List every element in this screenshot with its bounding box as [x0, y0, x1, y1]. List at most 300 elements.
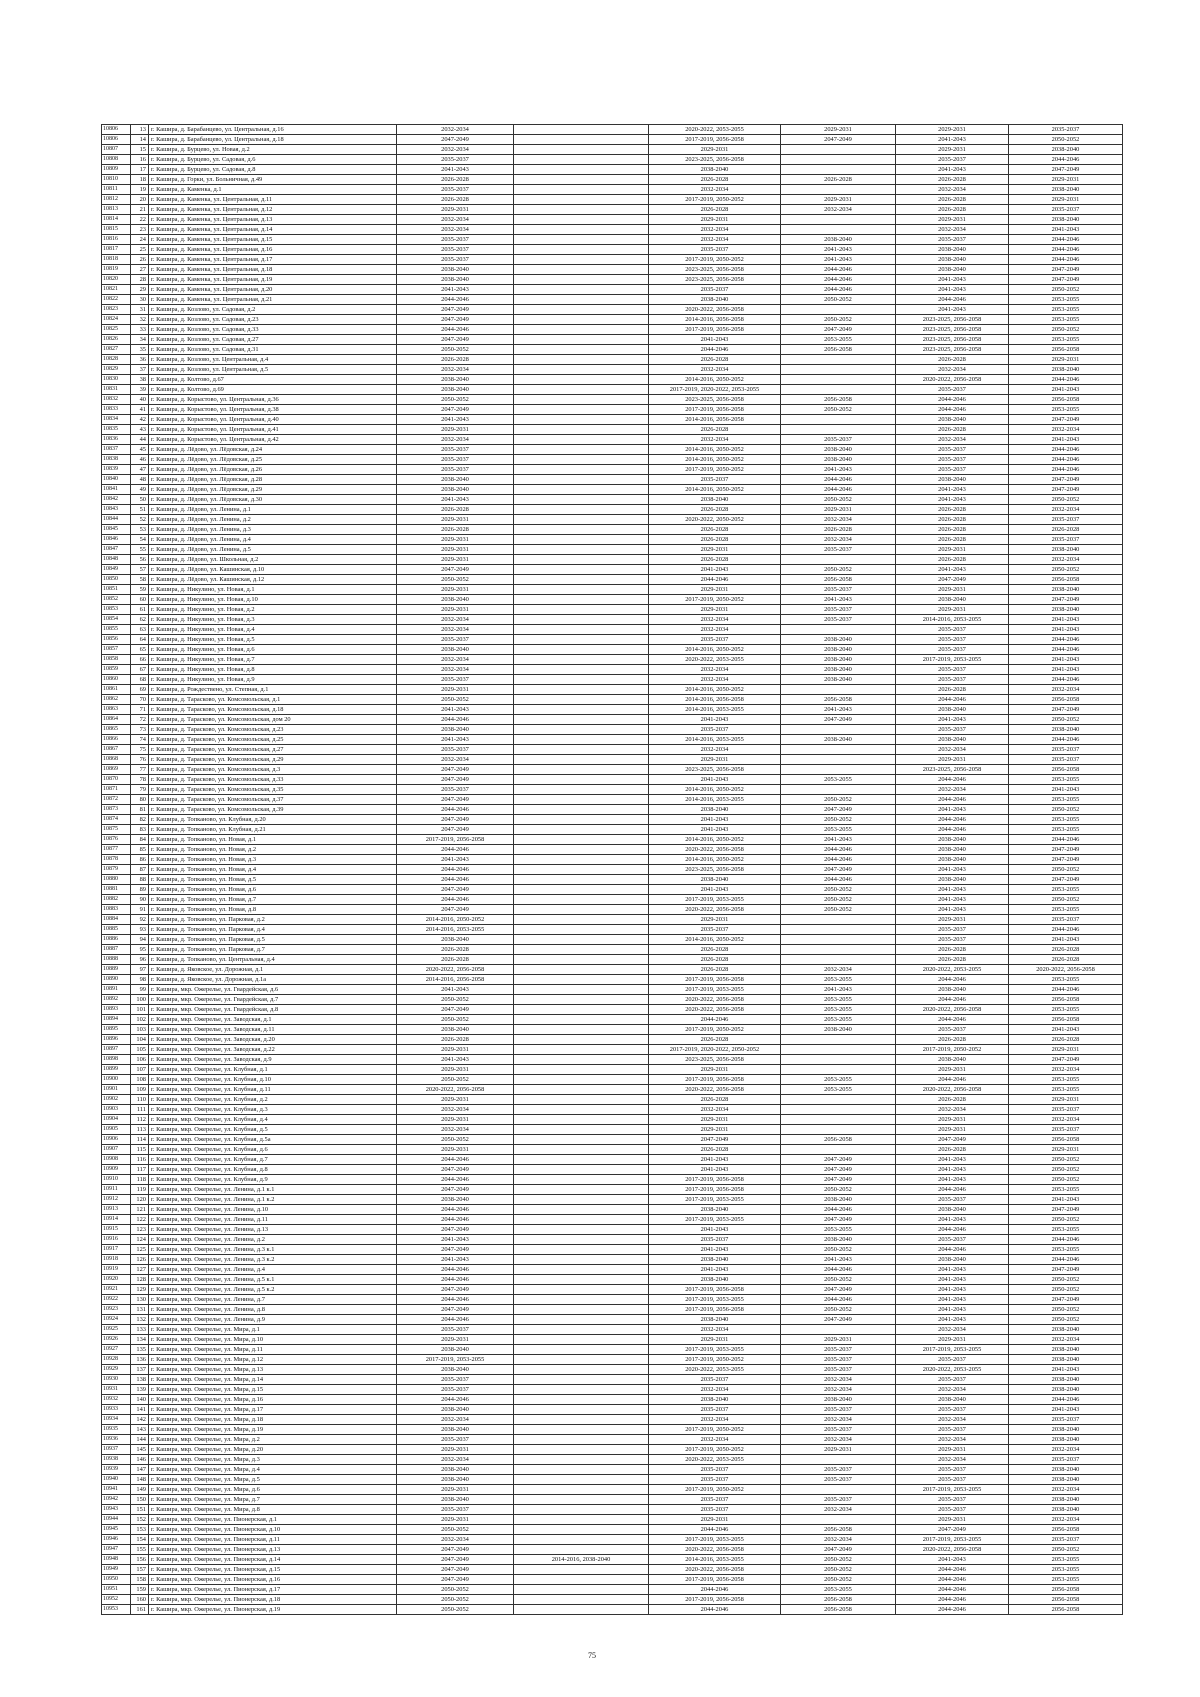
cell-id: 10894	[102, 1015, 131, 1025]
cell-c5: 2032-2034	[649, 745, 781, 755]
cell-c7: 2035-2037	[896, 1405, 1009, 1415]
cell-n: 91	[131, 905, 149, 915]
cell-c4	[514, 1525, 649, 1535]
cell-c8: 2053-2055	[1009, 1005, 1123, 1015]
cell-n: 31	[131, 305, 149, 315]
cell-c6: 2032-2034	[781, 535, 896, 545]
cell-c3: 2026-2028	[397, 525, 514, 535]
cell-c6: 2056-2058	[781, 1525, 896, 1535]
cell-c6	[781, 765, 896, 775]
cell-c5: 2014-2016, 2050-2052	[649, 835, 781, 845]
cell-c5: 2026-2028	[649, 555, 781, 565]
cell-c3: 2029-2031	[397, 1045, 514, 1055]
cell-address: г. Кашира, д. Тарасково, ул. Комсомольская, д.35	[149, 785, 397, 795]
table-row	[102, 205, 1123, 215]
cell-c5: 2014-2016, 2053-2055	[649, 795, 781, 805]
table-row	[102, 565, 1123, 575]
cell-id: 10849	[102, 565, 131, 575]
cell-c5: 2020-2022, 2053-2055	[649, 655, 781, 665]
cell-c7: 2038-2040	[896, 735, 1009, 745]
cell-id: 10841	[102, 485, 131, 495]
cell-c7: 2035-2037	[896, 1425, 1009, 1435]
cell-c7: 2044-2046	[896, 695, 1009, 705]
cell-c4	[514, 1485, 649, 1495]
cell-c4	[514, 1045, 649, 1055]
cell-c4	[514, 845, 649, 855]
table-row	[102, 1055, 1123, 1065]
cell-c7: 2041-2043	[896, 1215, 1009, 1225]
cell-id: 10898	[102, 1055, 131, 1065]
cell-c3: 2032-2034	[397, 225, 514, 235]
cell-c4	[514, 1475, 649, 1485]
cell-c7: 2017-2019, 2050-2052	[896, 1045, 1009, 1055]
cell-id: 10952	[102, 1595, 131, 1605]
cell-c8: 2038-2040	[1009, 585, 1123, 595]
cell-c7: 2029-2031	[896, 215, 1009, 225]
cell-c7: 2020-2022, 2056-2058	[896, 375, 1009, 385]
cell-id: 10913	[102, 1205, 131, 1215]
cell-c4	[514, 1605, 649, 1615]
cell-c5: 2023-2025, 2056-2058	[649, 765, 781, 775]
cell-c6	[781, 385, 896, 395]
cell-c5: 2023-2025, 2056-2058	[649, 275, 781, 285]
cell-c8: 2038-2040	[1009, 725, 1123, 735]
cell-c8: 2044-2046	[1009, 235, 1123, 245]
cell-id: 10837	[102, 445, 131, 455]
cell-c5: 2029-2031	[649, 215, 781, 225]
cell-c4	[514, 1175, 649, 1185]
cell-c7: 2041-2043	[896, 895, 1009, 905]
cell-c3: 2050-2052	[397, 995, 514, 1005]
cell-c3: 2047-2049	[397, 1545, 514, 1555]
cell-n: 126	[131, 1255, 149, 1265]
cell-c8: 2044-2046	[1009, 465, 1123, 475]
cell-id: 10822	[102, 295, 131, 305]
cell-c3: 2047-2049	[397, 1225, 514, 1235]
cell-id: 10920	[102, 1275, 131, 1285]
cell-n: 48	[131, 475, 149, 485]
cell-c3: 2026-2028	[397, 955, 514, 965]
cell-id: 10887	[102, 945, 131, 955]
table-row	[102, 1165, 1123, 1175]
cell-address: г. Кашира, д. Никулино, ул. Новая, д.10	[149, 595, 397, 605]
cell-c7: 2032-2034	[896, 1325, 1009, 1335]
table-row	[102, 1495, 1123, 1505]
cell-c4	[514, 1025, 649, 1035]
cell-c3: 2044-2046	[397, 715, 514, 725]
cell-address: г. Кашира, мкр. Ожерелье, ул. Мира, д.14	[149, 1375, 397, 1385]
cell-c4	[514, 435, 649, 445]
cell-address: г. Кашира, д. Яковское, ул. Дорожная, д.1	[149, 965, 397, 975]
cell-c5: 2032-2034	[649, 1415, 781, 1425]
cell-c4	[514, 975, 649, 985]
table-row	[102, 925, 1123, 935]
table-row	[102, 775, 1123, 785]
cell-c6	[781, 1455, 896, 1465]
cell-address: г. Кашира, д. Козлово, ул. Садовая, д.33	[149, 325, 397, 335]
cell-c4	[514, 155, 649, 165]
cell-c4	[514, 145, 649, 155]
cell-c6: 2041-2043	[781, 985, 896, 995]
table-row	[102, 515, 1123, 525]
cell-id: 10815	[102, 225, 131, 235]
cell-c8: 2029-2031	[1009, 1045, 1123, 1055]
cell-n: 67	[131, 665, 149, 675]
cell-n: 36	[131, 355, 149, 365]
cell-id: 10847	[102, 545, 131, 555]
cell-c3: 2047-2049	[397, 335, 514, 345]
cell-c8: 2020-2022, 2056-2058	[1009, 965, 1123, 975]
cell-address: г. Кашира, мкр. Ожерелье, ул. Пионерская, д.15	[149, 1565, 397, 1575]
cell-c7: 2044-2046	[896, 1585, 1009, 1595]
cell-c5: 2041-2043	[649, 1155, 781, 1165]
cell-c6: 2035-2037	[781, 1355, 896, 1365]
cell-c4	[514, 705, 649, 715]
cell-id: 10814	[102, 215, 131, 225]
cell-c5: 2017-2019, 2056-2058	[649, 1285, 781, 1295]
cell-c6: 2050-2052	[781, 1575, 896, 1585]
cell-c5: 2017-2019, 2056-2058	[649, 325, 781, 335]
cell-address: г. Кашира, мкр. Ожерелье, ул. Ленина, д.10	[149, 1205, 397, 1215]
cell-c8: 2056-2058	[1009, 1595, 1123, 1605]
table-row	[102, 1255, 1123, 1265]
cell-n: 113	[131, 1125, 149, 1135]
cell-c6: 2038-2040	[781, 1235, 896, 1245]
cell-id: 10862	[102, 695, 131, 705]
cell-c3: 2035-2037	[397, 785, 514, 795]
cell-c5: 2032-2034	[649, 365, 781, 375]
cell-c6: 2050-2052	[781, 1245, 896, 1255]
cell-address: г. Кашира, мкр. Ожерелье, ул. Мира, д.11	[149, 1345, 397, 1355]
cell-c5: 2017-2019, 2056-2058	[649, 1305, 781, 1315]
cell-c3: 2026-2028	[397, 175, 514, 185]
cell-id: 10824	[102, 315, 131, 325]
cell-c5: 2014-2016, 2053-2055	[649, 705, 781, 715]
cell-c6: 2056-2058	[781, 395, 896, 405]
cell-n: 15	[131, 145, 149, 155]
cell-c5: 2014-2016, 2050-2052	[649, 685, 781, 695]
cell-n: 37	[131, 365, 149, 375]
cell-id: 10924	[102, 1315, 131, 1325]
cell-c4	[514, 835, 649, 845]
cell-c8: 2056-2058	[1009, 695, 1123, 705]
cell-n: 137	[131, 1365, 149, 1375]
cell-c7: 2023-2025, 2056-2058	[896, 345, 1009, 355]
cell-c6: 2029-2031	[781, 195, 896, 205]
cell-n: 116	[131, 1155, 149, 1165]
cell-c8: 2032-2034	[1009, 1065, 1123, 1075]
table-row	[102, 1325, 1123, 1335]
cell-c3: 2047-2049	[397, 305, 514, 315]
table-row	[102, 255, 1123, 265]
cell-c4	[514, 1015, 649, 1025]
cell-c7: 2026-2028	[896, 425, 1009, 435]
cell-c4	[514, 465, 649, 475]
cell-c3: 2029-2031	[397, 555, 514, 565]
cell-c3: 2035-2037	[397, 1385, 514, 1395]
cell-n: 101	[131, 1005, 149, 1015]
cell-c8: 2044-2046	[1009, 455, 1123, 465]
cell-c8: 2056-2058	[1009, 1135, 1123, 1145]
cell-c4	[514, 1155, 649, 1165]
cell-c3: 2032-2034	[397, 665, 514, 675]
cell-c7: 2032-2034	[896, 435, 1009, 445]
cell-address: г. Кашира, д. Каменка, ул. Центральная, д.11	[149, 195, 397, 205]
cell-n: 161	[131, 1605, 149, 1615]
cell-address: г. Кашира, д. Тарасково, ул. Комсомольская, дом 20	[149, 715, 397, 725]
cell-c4	[514, 565, 649, 575]
cell-n: 90	[131, 895, 149, 905]
cell-c3: 2038-2040	[397, 1405, 514, 1415]
table-row	[102, 125, 1123, 135]
cell-c8: 2056-2058	[1009, 395, 1123, 405]
table-row	[102, 185, 1123, 195]
table-row	[102, 1005, 1123, 1015]
cell-c8: 2047-2049	[1009, 265, 1123, 275]
cell-address: г. Кашира, д. Лёдово, ул. Школьная, д.2	[149, 555, 397, 565]
table-row	[102, 545, 1123, 555]
table-row	[102, 1575, 1123, 1585]
cell-c8: 2035-2037	[1009, 1105, 1123, 1115]
cell-c4	[514, 825, 649, 835]
cell-c5: 2014-2016, 2050-2052	[649, 375, 781, 385]
cell-c6	[781, 1145, 896, 1155]
cell-id: 10889	[102, 965, 131, 975]
cell-c7: 2035-2037	[896, 925, 1009, 935]
cell-c8: 2032-2034	[1009, 555, 1123, 565]
cell-c7: 2026-2028	[896, 955, 1009, 965]
cell-c8: 2044-2046	[1009, 985, 1123, 995]
cell-c4	[514, 1495, 649, 1505]
table-row	[102, 1415, 1123, 1425]
cell-address: г. Кашира, д. Барабанцево, ул. Центральная, д.16	[149, 125, 397, 135]
cell-n: 106	[131, 1055, 149, 1065]
table-row	[102, 885, 1123, 895]
cell-c8: 2044-2046	[1009, 735, 1123, 745]
cell-c4	[514, 905, 649, 915]
cell-id: 10896	[102, 1035, 131, 1045]
cell-address: г. Кашира, мкр. Ожерелье, ул. Пионерская, д.17	[149, 1585, 397, 1595]
cell-c6	[781, 1045, 896, 1055]
cell-c6	[781, 625, 896, 635]
cell-c5: 2041-2043	[649, 565, 781, 575]
cell-id: 10940	[102, 1475, 131, 1485]
cell-c3: 2041-2043	[397, 855, 514, 865]
cell-c4	[514, 1305, 649, 1315]
cell-n: 68	[131, 675, 149, 685]
cell-id: 10832	[102, 395, 131, 405]
cell-n: 159	[131, 1585, 149, 1595]
cell-c3: 2035-2037	[397, 445, 514, 455]
cell-id: 10892	[102, 995, 131, 1005]
cell-c5: 2032-2034	[649, 675, 781, 685]
cell-address: г. Кашира, мкр. Ожерелье, ул. Ленина, д.4	[149, 1265, 397, 1275]
cell-c7: 2032-2034	[896, 1455, 1009, 1465]
cell-address: г. Кашира, мкр. Ожерелье, ул. Гвардейская, д.6	[149, 985, 397, 995]
cell-n: 63	[131, 625, 149, 635]
cell-c7: 2038-2040	[896, 475, 1009, 485]
cell-c4	[514, 235, 649, 245]
cell-c8: 2041-2043	[1009, 225, 1123, 235]
cell-c3: 2029-2031	[397, 1515, 514, 1525]
cell-c4	[514, 675, 649, 685]
table-row	[102, 1095, 1123, 1105]
cell-address: г. Кашира, мкр. Ожерелье, ул. Ленина, д.3 к.2	[149, 1255, 397, 1265]
cell-address: г. Кашира, мкр. Ожерелье, ул. Клубная, д.11	[149, 1085, 397, 1095]
table-row	[102, 505, 1123, 515]
cell-c6: 2038-2040	[781, 735, 896, 745]
cell-address: г. Кашира, д. Каменка, ул. Центральная, д.14	[149, 225, 397, 235]
table-row	[102, 965, 1123, 975]
cell-c7: 2038-2040	[896, 1205, 1009, 1215]
cell-c4	[514, 1355, 649, 1365]
cell-c8: 2056-2058	[1009, 1015, 1123, 1025]
cell-c8: 2047-2049	[1009, 415, 1123, 425]
cell-c5: 2017-2019, 2053-2055	[649, 1215, 781, 1225]
table-row	[102, 465, 1123, 475]
cell-c3: 2026-2028	[397, 1035, 514, 1045]
cell-c6: 2032-2034	[781, 1505, 896, 1515]
cell-c4	[514, 725, 649, 735]
cell-n: 73	[131, 725, 149, 735]
cell-c7: 2026-2028	[896, 355, 1009, 365]
cell-c3: 2041-2043	[397, 735, 514, 745]
cell-c3: 2038-2040	[397, 485, 514, 495]
cell-id: 10938	[102, 1455, 131, 1465]
cell-c3: 2035-2037	[397, 465, 514, 475]
table-row	[102, 455, 1123, 465]
cell-address: г. Кашира, д. Лёдово, ул. Лёдовская, д.24	[149, 445, 397, 455]
cell-c6	[781, 1125, 896, 1135]
cell-c3: 2014-2016, 2056-2058	[397, 975, 514, 985]
cell-c4	[514, 445, 649, 455]
cell-c8: 2053-2055	[1009, 905, 1123, 915]
cell-c3: 2032-2034	[397, 615, 514, 625]
cell-n: 38	[131, 375, 149, 385]
cell-c5: 2035-2037	[649, 285, 781, 295]
cell-id: 10897	[102, 1045, 131, 1055]
cell-c4	[514, 785, 649, 795]
cell-n: 118	[131, 1175, 149, 1185]
cell-c3: 2041-2043	[397, 705, 514, 715]
cell-c3: 2047-2049	[397, 1565, 514, 1575]
cell-c5: 2020-2022, 2050-2052	[649, 515, 781, 525]
cell-n: 18	[131, 175, 149, 185]
cell-c6	[781, 365, 896, 375]
cell-c6: 2041-2043	[781, 1255, 896, 1265]
cell-c4	[514, 1255, 649, 1265]
cell-c8: 2038-2040	[1009, 1475, 1123, 1485]
table-row	[102, 145, 1123, 155]
cell-c5: 2026-2028	[649, 535, 781, 545]
cell-n: 77	[131, 765, 149, 775]
cell-c4	[514, 1545, 649, 1555]
cell-n: 43	[131, 425, 149, 435]
cell-c7: 2044-2046	[896, 1565, 1009, 1575]
cell-address: г. Кашира, мкр. Ожерелье, ул. Мира, д.12	[149, 1355, 397, 1365]
cell-n: 123	[131, 1225, 149, 1235]
cell-c3: 2026-2028	[397, 945, 514, 955]
cell-n: 16	[131, 155, 149, 165]
cell-c5: 2026-2028	[649, 425, 781, 435]
cell-id: 10838	[102, 455, 131, 465]
cell-address: г. Кашира, д. Тарасково, ул. Комсомольская, д.25	[149, 735, 397, 745]
cell-address: г. Кашира, мкр. Ожерелье, ул. Заводская, д.22	[149, 1045, 397, 1055]
cell-c3: 2035-2037	[397, 1505, 514, 1515]
cell-c4	[514, 1085, 649, 1095]
table-row	[102, 995, 1123, 1005]
cell-id: 10923	[102, 1305, 131, 1315]
table-row	[102, 605, 1123, 615]
cell-n: 66	[131, 655, 149, 665]
cell-c4	[514, 1195, 649, 1205]
cell-c4	[514, 1345, 649, 1355]
cell-c7: 2044-2046	[896, 1245, 1009, 1255]
document-table-container	[101, 124, 1122, 1615]
cell-n: 83	[131, 825, 149, 835]
cell-c3: 2038-2040	[397, 1365, 514, 1375]
cell-c8: 2056-2058	[1009, 345, 1123, 355]
cell-c4	[514, 325, 649, 335]
cell-c8: 2053-2055	[1009, 795, 1123, 805]
cell-id: 10817	[102, 245, 131, 255]
cell-n: 84	[131, 835, 149, 845]
cell-c8: 2032-2034	[1009, 1445, 1123, 1455]
cell-n: 50	[131, 495, 149, 505]
cell-c4	[514, 965, 649, 975]
cell-address: г. Кашира, мкр. Ожерелье, ул. Пионерская, д.19	[149, 1605, 397, 1615]
table-row	[102, 1375, 1123, 1385]
cell-c8: 2032-2034	[1009, 1515, 1123, 1525]
cell-c8: 2053-2055	[1009, 1225, 1123, 1235]
cell-c5: 2017-2019, 2053-2055	[649, 985, 781, 995]
cell-c6: 2050-2052	[781, 1305, 896, 1315]
cell-c6: 2035-2037	[781, 1495, 896, 1505]
cell-address: г. Кашира, мкр. Ожерелье, ул. Мира, д.7	[149, 1495, 397, 1505]
cell-address: г. Кашира, мкр. Ожерелье, ул. Пионерская, д.13	[149, 1545, 397, 1555]
cell-address: г. Кашира, д. Козлово, ул. Садовая, д.31	[149, 345, 397, 355]
cell-c4	[514, 1275, 649, 1285]
cell-n: 60	[131, 595, 149, 605]
cell-id: 10827	[102, 345, 131, 355]
cell-c7: 2029-2031	[896, 915, 1009, 925]
cell-c4	[514, 365, 649, 375]
table-row	[102, 1455, 1123, 1465]
cell-c7: 2026-2028	[896, 1095, 1009, 1105]
cell-c8: 2032-2034	[1009, 1485, 1123, 1495]
cell-c8: 2041-2043	[1009, 615, 1123, 625]
cell-c5: 2017-2019, 2053-2055	[649, 1535, 781, 1545]
cell-address: г. Кашира, мкр. Ожерелье, ул. Клубная, д.4	[149, 1115, 397, 1125]
cell-c4	[514, 555, 649, 565]
cell-n: 93	[131, 925, 149, 935]
cell-address: г. Кашира, мкр. Ожерелье, ул. Мира, д.19	[149, 1425, 397, 1435]
cell-c4	[514, 755, 649, 765]
cell-n: 34	[131, 335, 149, 345]
cell-address: г. Кашира, д. Никулино, ул. Новая, д.3	[149, 615, 397, 625]
cell-c6	[781, 1115, 896, 1125]
cell-c7: 2035-2037	[896, 1355, 1009, 1365]
cell-address: г. Кашира, мкр. Ожерелье, ул. Мира, д.6	[149, 1485, 397, 1495]
cell-c4	[514, 945, 649, 955]
cell-c5: 2029-2031	[649, 1115, 781, 1125]
cell-c4	[514, 885, 649, 895]
cell-c8: 2044-2046	[1009, 835, 1123, 845]
cell-c8: 2038-2040	[1009, 185, 1123, 195]
cell-id: 10846	[102, 535, 131, 545]
cell-c5: 2029-2031	[649, 1065, 781, 1075]
cell-c5: 2026-2028	[649, 205, 781, 215]
